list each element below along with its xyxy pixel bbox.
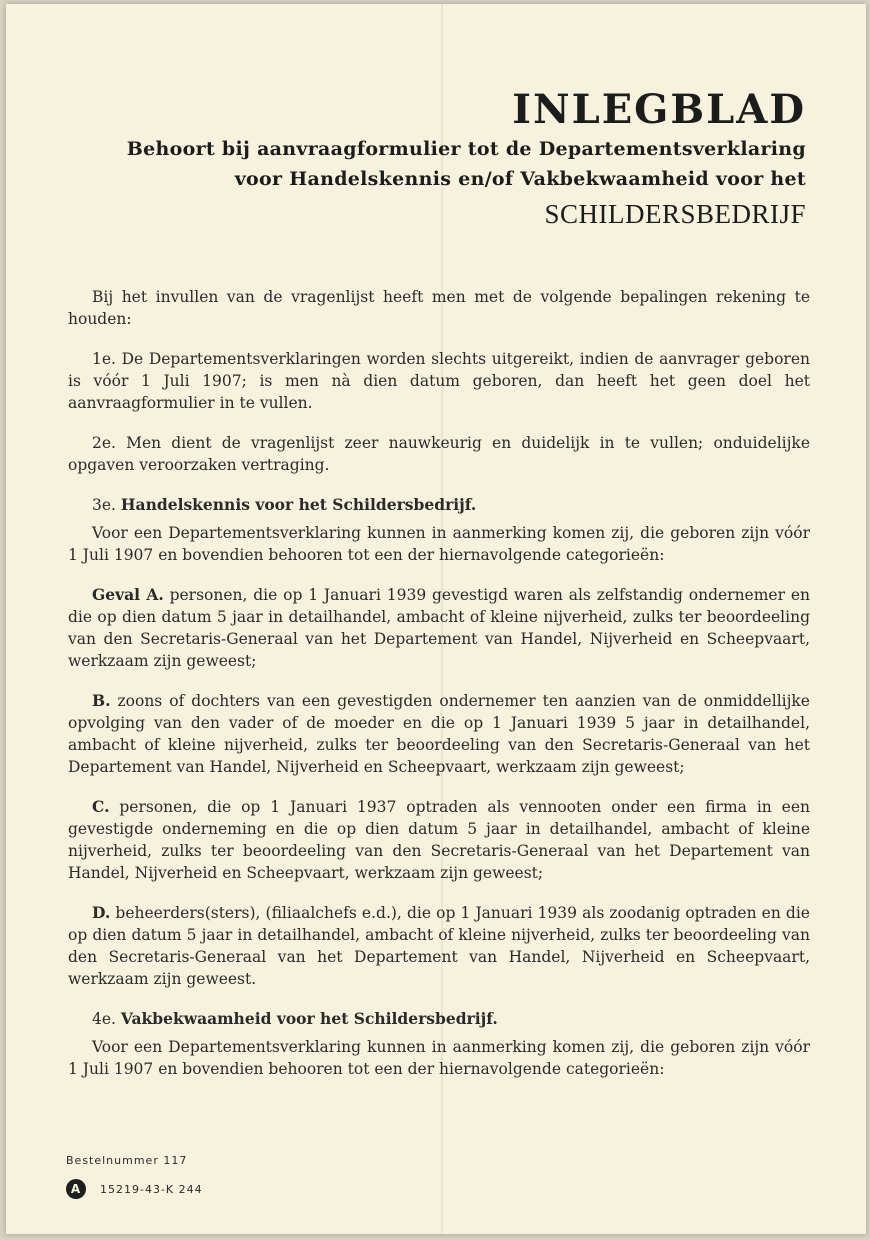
case-b-text: zoons of dochters van een gevestigden ondernemer ten aanzien van de onmiddellijke opvolging van den vader of de moeder en die op 1 Januari 1939 5 jaar in detailhandel, ambacht of kleine nijverheid, zulks ter beoordeeling van den Secretaris-Generaal van het Departement van Handel, Nijverheid en Scheepvaart, werkzaam zijn geweest; (68, 692, 810, 776)
document-header (127, 86, 806, 234)
section-3-number: 3e. (92, 496, 116, 514)
case-a-text: personen, die op 1 Januari 1939 gevestigd waren als zelfstandig ondernemer en die op dien datum 5 jaar in detailhandel, ambacht of kleine nijverheid, zulks ter beoordeeling van den Secretaris-Generaal van het Departement van Handel, Nijverheid en Scheepvaart, werkzaam zijn geweest; (68, 586, 810, 670)
subtitle-line-2: voor Handelskennis en/of Vakbekwaamheid voor het (234, 168, 806, 190)
case-c (68, 796, 810, 884)
case-b (68, 690, 810, 778)
section-4-intro: Voor een Departementsverklaring kunnen in aanmerking komen zij, die geboren zijn vóór 1 Juli 1907 en bovendien behooren tot een der hiernavolgende categorieën: (68, 1038, 810, 1078)
printer-mark-row (66, 1179, 203, 1199)
section-3-intro: Voor een Departementsverklaring kunnen in aanmerking komen zij, die geboren zijn vóór 1 Juli 1907 en bovendien behooren tot een der hiernavolgende categorieën: (68, 524, 810, 564)
intro-paragraph: Bij het invullen van de vragenlijst heeft men met de volgende bepalingen rekening te houden: (68, 288, 810, 328)
case-c-label: C. (92, 797, 110, 816)
document-body (68, 286, 810, 1098)
trade-name: SCHILDERSBEDRIJF (544, 199, 806, 229)
case-d (68, 902, 810, 990)
case-d-label: D. (92, 903, 111, 922)
section-4-heading (68, 1008, 810, 1030)
print-code: 15219-43-K 244 (100, 1182, 203, 1196)
subtitle-line-1: Behoort bij aanvraagformulier tot de Departementsverklaring (126, 138, 806, 160)
case-b-label: B. (92, 691, 111, 710)
case-d-text: beheerders(sters), (filiaalchefs e.d.), die op 1 Januari 1939 als zoodanig optraden en die op dien datum 5 jaar in detailhandel, ambacht of kleine nijverheid, zulks ter beoordeeling van den Secretaris-Generaal van het Departement van Handel, Nijverheid en Scheepvaart, werkzaam zijn geweest. (68, 904, 810, 988)
section-3-title: Handelskennis voor het Schildersbedrijf. (120, 495, 477, 514)
printer-logo-icon: A (66, 1179, 86, 1199)
paragraph-1: 1e. De Departementsverklaringen worden slechts uitgereikt, indien de aanvrager geboren is vóór 1 Juli 1907; is men nà dien datum geboren, dan heeft het geen doel het aanvraagformulier in te vullen. (68, 350, 810, 412)
section-4-number: 4e. (92, 1010, 116, 1028)
paragraph-2: 2e. Men dient de vragenlijst zeer nauwkeurig en duidelijk in te vullen; onduidelijke opgaven veroorzaken vertraging. (68, 434, 810, 474)
case-a (68, 584, 810, 672)
document-footer (66, 1154, 203, 1199)
order-number: Bestelnummer 117 (66, 1154, 188, 1167)
case-a-label: Geval A. (92, 585, 164, 604)
section-3-heading (68, 494, 810, 516)
case-c-text: personen, die op 1 Januari 1937 optraden als vennooten onder een firma in een gevestigde onderneming en die op dien datum 5 jaar in detailhandel, ambacht of kleine nijverheid, zulks ter beoordeeling van den Secretaris-Generaal van het Departement van Handel, Nijverheid en Scheepvaart, werkzaam zijn geweest; (68, 798, 810, 882)
document-page (6, 4, 866, 1234)
document-title: INLEGBLAD (512, 86, 806, 133)
section-4-title: Vakbekwaamheid voor het Schildersbedrijf. (120, 1009, 498, 1028)
